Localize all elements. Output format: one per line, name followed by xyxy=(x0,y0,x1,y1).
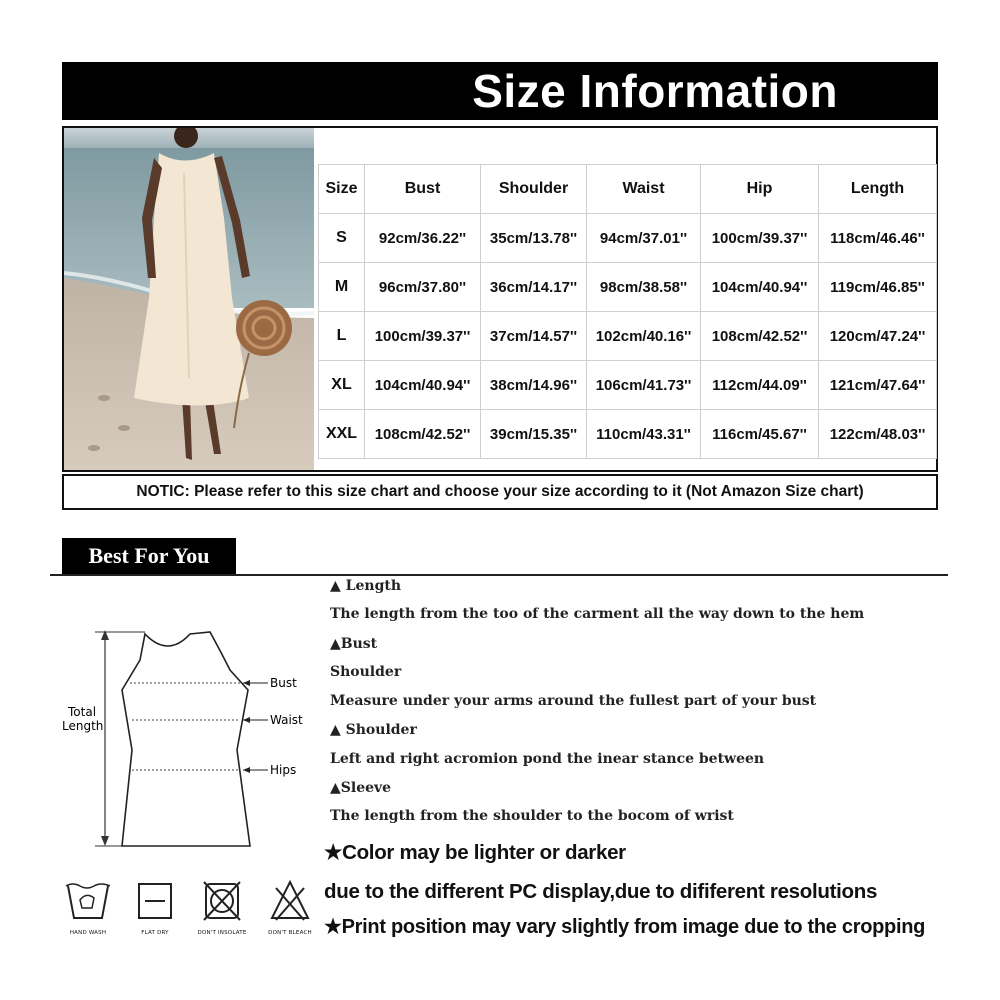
length-cell: 118cm/46.46'' xyxy=(819,214,937,263)
note-display: due to the different PC display,due to dififerent resolutions xyxy=(324,880,878,903)
guide-shoulder-heading: ▲ Shoulder xyxy=(330,722,417,738)
waist-cell: 110cm/43.31'' xyxy=(587,410,701,459)
length-cell: 119cm/46.85'' xyxy=(819,263,937,312)
guide-length-heading: ▲ Length xyxy=(330,578,402,594)
waist-label: Waist xyxy=(270,713,303,727)
care-hand-wash xyxy=(58,878,118,940)
page-title: Size Information xyxy=(472,65,838,117)
size-notice: NOTIC: Please refer to this size chart and choose your size according to it (Not Amazon Size chart) xyxy=(62,474,938,510)
table-row xyxy=(319,361,937,410)
header-length: Length xyxy=(819,165,937,214)
do-not-bleach-icon xyxy=(260,878,320,928)
total-length-label-2: Length xyxy=(62,719,104,733)
waist-cell: 106cm/41.73'' xyxy=(587,361,701,410)
total-length-label-1: Total xyxy=(68,705,97,719)
table-row xyxy=(319,410,937,459)
hip-cell: 100cm/39.37'' xyxy=(701,214,819,263)
header-size: Size xyxy=(319,165,365,214)
length-cell: 121cm/47.64'' xyxy=(819,361,937,410)
care-label: HAND WASH xyxy=(69,930,107,936)
guide-sleeve-text: The length from the shoulder to the bocom of wrist xyxy=(330,808,734,824)
size-cell: XXL xyxy=(319,410,365,459)
table-row xyxy=(319,312,937,361)
waist-cell: 102cm/40.16'' xyxy=(587,312,701,361)
bust-cell: 100cm/39.37'' xyxy=(365,312,481,361)
flat-dry-icon xyxy=(125,878,185,928)
guide-shoulder-word: Shoulder xyxy=(330,664,402,680)
section-divider xyxy=(50,574,948,576)
best-for-you-heading: Best For You xyxy=(88,543,210,568)
care-flat-dry xyxy=(125,878,185,940)
header-bust: Bust xyxy=(365,165,481,214)
hip-cell: 112cm/44.09'' xyxy=(701,361,819,410)
size-cell: S xyxy=(319,214,365,263)
header-waist: Waist xyxy=(587,165,701,214)
guide-sleeve-heading: ▲Sleeve xyxy=(330,780,392,796)
care-label: FLAT DRY xyxy=(141,930,169,936)
dress-diagram xyxy=(50,620,320,860)
care-do-not-bleach xyxy=(260,878,320,940)
table-header-row xyxy=(319,165,937,214)
care-label: DON'T INSOLATE xyxy=(197,930,247,936)
shoulder-cell: 37cm/14.57'' xyxy=(481,312,587,361)
guide-bust-heading: ▲Bust xyxy=(330,636,378,652)
hand-wash-icon xyxy=(58,878,118,928)
guide-shoulder-text: Left and right acromion pond the inear stance between xyxy=(330,751,765,767)
table-row xyxy=(319,214,937,263)
size-table xyxy=(318,164,937,459)
size-cell: M xyxy=(319,263,365,312)
waist-cell: 98cm/38.58'' xyxy=(587,263,701,312)
dress-outline xyxy=(122,632,250,846)
shoulder-cell: 36cm/14.17'' xyxy=(481,263,587,312)
hip-cell: 108cm/42.52'' xyxy=(701,312,819,361)
note-print-position: ★Print position may vary slightly from image due to the cropping xyxy=(324,916,926,938)
note-color: ★Color may be lighter or darker xyxy=(324,841,626,864)
care-label: DON'T BLEACH xyxy=(268,930,312,936)
shoulder-cell: 35cm/13.78'' xyxy=(481,214,587,263)
guide-bust-text: Measure under your arms around the fullest part of your bust xyxy=(330,693,817,709)
waist-cell: 94cm/37.01'' xyxy=(587,214,701,263)
size-cell: XL xyxy=(319,361,365,410)
do-not-insulate-icon xyxy=(192,878,252,928)
hip-cell: 104cm/40.94'' xyxy=(701,263,819,312)
bust-cell: 92cm/36.22'' xyxy=(365,214,481,263)
shoulder-cell: 38cm/14.96'' xyxy=(481,361,587,410)
header-shoulder: Shoulder xyxy=(481,165,587,214)
guide-length-text: The length from the too of the carment all the way down to the hem xyxy=(330,606,865,622)
bust-cell: 108cm/42.52'' xyxy=(365,410,481,459)
header-hip: Hip xyxy=(701,165,819,214)
care-do-not-insulate xyxy=(192,878,252,940)
table-row xyxy=(319,263,937,312)
model-photo xyxy=(64,128,314,470)
shoulder-cell: 39cm/15.35'' xyxy=(481,410,587,459)
size-cell: L xyxy=(319,312,365,361)
bust-cell: 96cm/37.80'' xyxy=(365,263,481,312)
length-cell: 122cm/48.03'' xyxy=(819,410,937,459)
hip-cell: 116cm/45.67'' xyxy=(701,410,819,459)
bust-label: Bust xyxy=(270,676,297,690)
hips-label: Hips xyxy=(270,763,297,777)
bust-cell: 104cm/40.94'' xyxy=(365,361,481,410)
length-cell: 120cm/47.24'' xyxy=(819,312,937,361)
